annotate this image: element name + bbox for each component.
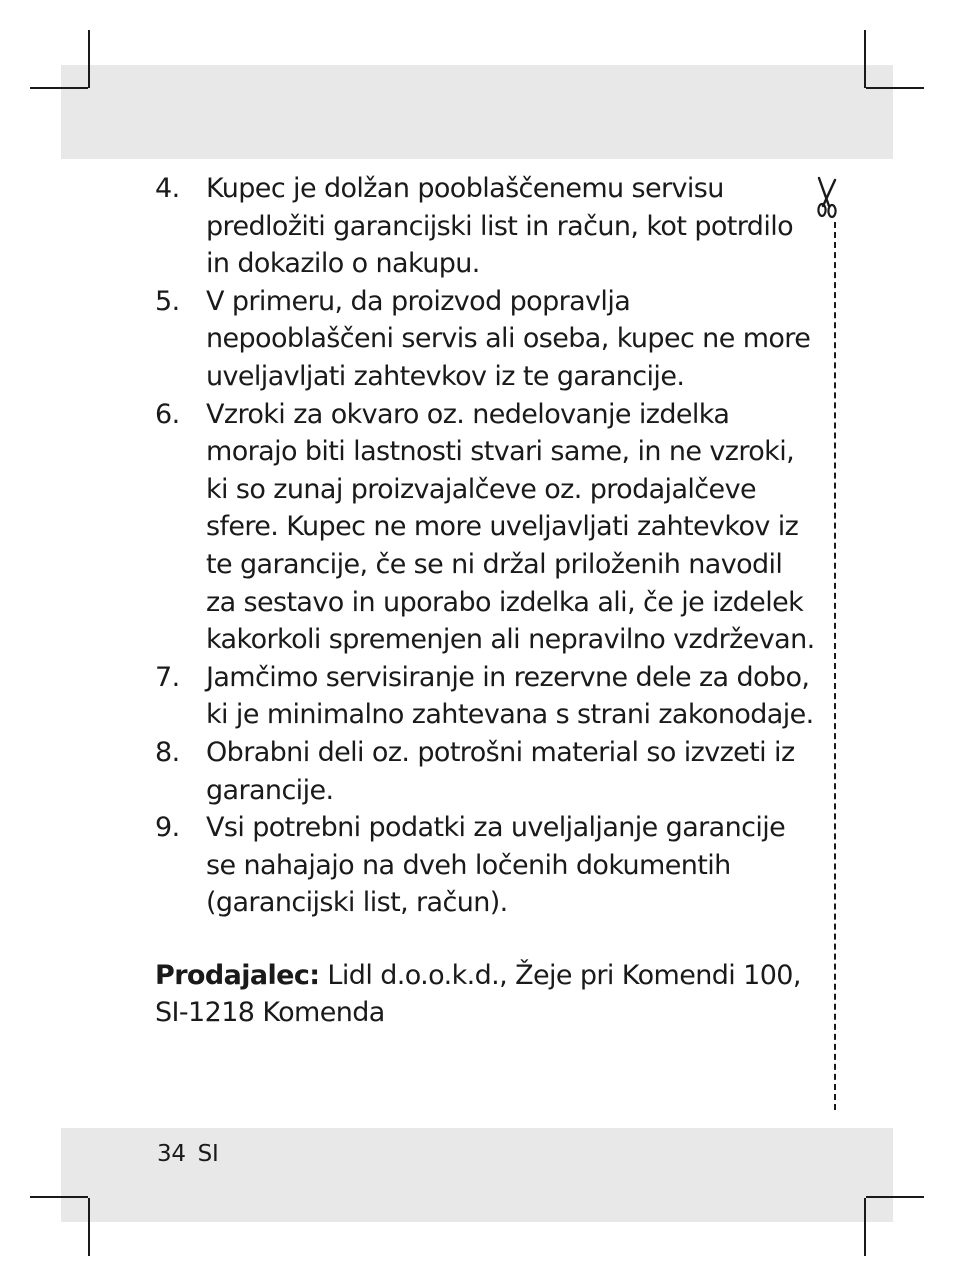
page-number: 34 <box>157 1141 186 1167</box>
list-item-number: 7. <box>155 661 180 693</box>
list-item-text: Jamčimo servisiranje in rezervne dele za dobo, ki je minimalno zahtevana s strani zakonodaje. <box>206 661 814 731</box>
crop-mark-top-right-v <box>864 30 866 88</box>
seller-address: Lidl d.o.o.k.d., Žeje pri Komendi 100, SI-1218 Komenda <box>155 959 801 1029</box>
crop-mark-bottom-left-h <box>30 1196 88 1198</box>
list-item <box>155 170 815 283</box>
crop-mark-top-left-v <box>88 30 90 88</box>
seller-label: Prodajalec: <box>155 959 320 991</box>
list-item-text: Vzroki za okvaro oz. nedelovanje izdelka morajo biti lastnosti stvari same, in ne vzroki, ki so zunaj proizvajalčeve oz. prodajalčeve sfere. Kupec ne more uveljavljati zahtevkov iz te garancije, če se ni držal priloženih navodil za sestavo in uporabo izdelka ali, če je izdelek kakorkoli spremenjen ali nepravilno vzdrževan. <box>206 398 815 656</box>
crop-mark-bottom-right-h <box>866 1196 924 1198</box>
list-item-number: 4. <box>155 173 180 204</box>
seller-info <box>155 957 815 1032</box>
list-item-number: 9. <box>155 812 180 844</box>
warranty-content <box>155 170 815 1059</box>
crop-mark-top-right-h <box>866 87 924 89</box>
list-item <box>155 396 815 659</box>
crop-mark-bottom-right-v <box>864 1198 866 1256</box>
list-item-text: Obrabni deli oz. potrošni material so izvzeti iz garancije. <box>206 736 795 806</box>
page-footer <box>157 1141 218 1167</box>
list-item-number: 5. <box>155 285 180 317</box>
cut-line <box>834 222 836 1110</box>
list-item <box>155 659 815 734</box>
list-item-number: 8. <box>155 736 180 768</box>
list-item-text: Kupec je dolžan pooblaščenemu servisu predložiti garancijski list in račun, kot potrdilo in dokazilo o nakupu. <box>206 173 794 280</box>
list-item-text: Vsi potrebni podatki za uveljaljanje garancije se nahajajo na dveh ločenih dokumentih (garancijski list, račun). <box>206 812 786 919</box>
crop-mark-top-left-h <box>30 87 88 89</box>
list-item <box>155 809 815 922</box>
list-item <box>155 734 815 809</box>
crop-mark-bottom-left-v <box>88 1198 90 1256</box>
warranty-conditions-list <box>155 170 815 922</box>
list-item-number: 6. <box>155 398 180 430</box>
language-code: SI <box>197 1141 219 1167</box>
list-item-text: V primeru, da proizvod popravlja nepooblaščeni servis ali oseba, kupec ne more uveljavljati zahtevkov iz te garancije. <box>206 285 811 392</box>
list-item <box>155 283 815 396</box>
header-band <box>61 65 893 159</box>
